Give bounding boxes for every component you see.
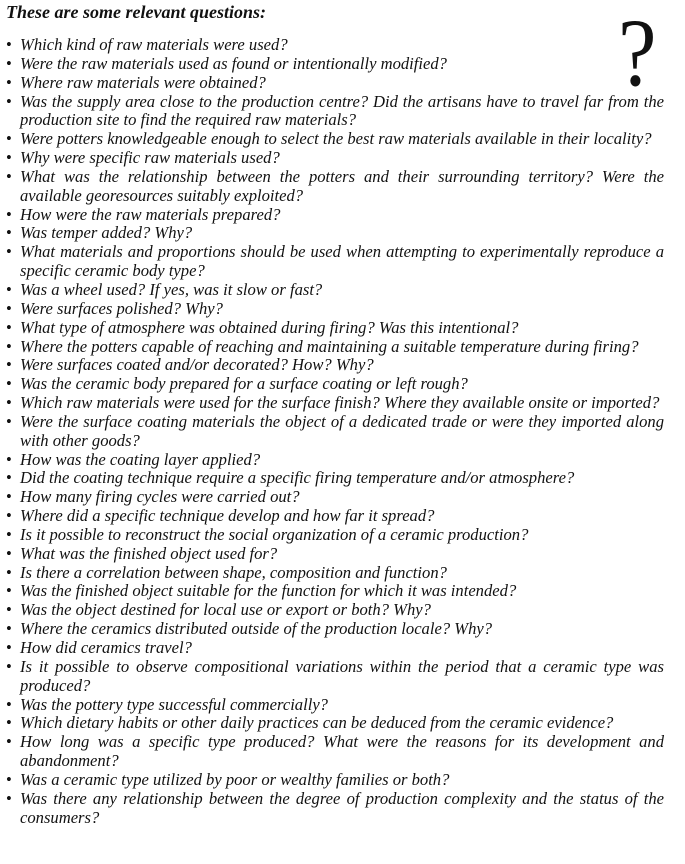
question-text: What type of atmosphere was obtained during firing? Was this intentional? xyxy=(20,317,519,337)
bullet-icon: • xyxy=(6,543,12,563)
question-text: Which raw materials were used for the surface finish? Where they available onsite or imported? xyxy=(20,393,660,413)
question-text: How did ceramics travel? xyxy=(20,638,192,657)
list-item xyxy=(0,149,664,168)
bullet-icon: • xyxy=(6,53,12,73)
list-item xyxy=(0,507,664,526)
list-item xyxy=(0,74,664,93)
question-text: Was the supply area close to the production centre? Did the artisans have to travel far from the production site to find the required raw materials? xyxy=(20,91,664,130)
question-text: Were surfaces coated and/or decorated? How? Why? xyxy=(20,355,374,375)
question-text: Where the ceramics distributed outside of the production locale? Why? xyxy=(20,619,493,639)
question-text: Is it possible to observe compositional variations within the period that a ceramic type was produced? xyxy=(20,656,664,695)
list-item xyxy=(0,413,664,451)
list-item xyxy=(0,526,664,545)
list-item xyxy=(0,375,664,394)
list-item xyxy=(0,488,664,507)
question-text: How were the raw materials prepared? xyxy=(20,204,281,224)
bullet-icon: • xyxy=(6,91,12,111)
bullet-icon: • xyxy=(6,72,12,92)
bullet-icon: • xyxy=(6,638,12,657)
question-text: Is it possible to reconstruct the social organization of a ceramic production? xyxy=(20,524,529,544)
bullet-icon: • xyxy=(6,562,12,582)
bullet-icon: • xyxy=(6,279,12,299)
question-text: How was the coating layer applied? xyxy=(20,449,261,469)
list-item xyxy=(0,771,664,790)
bullet-icon: • xyxy=(6,242,12,262)
bullet-icon: • xyxy=(6,204,12,224)
bullet-icon: • xyxy=(6,619,12,639)
bullet-icon: • xyxy=(6,148,12,168)
list-item xyxy=(0,356,664,375)
question-text: Is there a correlation between shape, composition and function? xyxy=(20,562,447,582)
list-item xyxy=(0,55,664,74)
question-text: Was the object destined for local use or export or both? Why? xyxy=(20,600,431,620)
bullet-icon: • xyxy=(6,788,12,808)
question-mark-graphic: ? xyxy=(618,0,657,106)
question-text: Were surfaces polished? Why? xyxy=(20,298,223,318)
list-item xyxy=(0,639,664,658)
question-text: Was the finished object suitable for the function for which it was intended? xyxy=(20,581,517,601)
list-item xyxy=(0,469,664,488)
bullet-icon: • xyxy=(6,487,12,507)
list-item xyxy=(0,545,664,564)
list-item xyxy=(0,696,664,715)
bullet-icon: • xyxy=(6,449,12,469)
question-text: Where did a specific technique develop and how far it spread? xyxy=(20,506,435,526)
list-item xyxy=(0,168,664,206)
question-text: Was a wheel used? If yes, was it slow or fast? xyxy=(20,279,323,299)
bullet-icon: • xyxy=(6,769,12,789)
bullet-icon: • xyxy=(6,336,12,356)
list-item xyxy=(0,564,664,583)
list-item xyxy=(0,206,664,225)
question-text: Where raw materials were obtained? xyxy=(20,72,266,92)
question-text: Where the potters capable of reaching and maintaining a suitable temperature during firing? xyxy=(20,336,639,356)
question-text: Were the surface coating materials the object of a dedicated trade or were they imported along with other goods? xyxy=(20,411,664,450)
question-text: What materials and proportions should be used when attempting to experimentally reproduce a specific ceramic body type? xyxy=(20,242,664,281)
bullet-icon: • xyxy=(6,506,12,526)
bullet-icon: • xyxy=(6,393,12,413)
question-text: Was there any relationship between the degree of production complexity and the status of the consumers? xyxy=(20,788,664,827)
list-item xyxy=(0,281,664,300)
question-text: Was the ceramic body prepared for a surface coating or left rough? xyxy=(20,374,468,394)
list-item xyxy=(0,36,664,55)
list-item xyxy=(0,130,664,149)
list-item xyxy=(0,790,664,828)
question-text: Were the raw materials used as found or intentionally modified? xyxy=(20,53,447,73)
bullet-icon: • xyxy=(6,656,12,676)
bullet-icon: • xyxy=(6,35,12,54)
list-item xyxy=(0,451,664,470)
list-item xyxy=(0,658,664,696)
question-text: Was temper added? Why? xyxy=(20,223,193,243)
question-list xyxy=(0,36,664,827)
bullet-icon: • xyxy=(6,298,12,318)
list-item xyxy=(0,300,664,319)
bullet-icon: • xyxy=(6,355,12,375)
list-item xyxy=(0,733,664,771)
bullet-icon: • xyxy=(6,524,12,544)
list-item xyxy=(0,394,664,413)
bullet-icon: • xyxy=(6,694,12,714)
list-item xyxy=(0,601,664,620)
question-text: How long was a specific type produced? What were the reasons for its development and abandonment? xyxy=(20,732,664,771)
bullet-icon: • xyxy=(6,374,12,394)
question-text: What was the finished object used for? xyxy=(20,543,278,563)
bullet-icon: • xyxy=(6,581,12,601)
question-text: Were potters knowledgeable enough to select the best raw materials available in their locality? xyxy=(20,129,652,149)
page-title: These are some relevant questions: xyxy=(6,2,266,22)
bullet-icon: • xyxy=(6,317,12,337)
list-item xyxy=(0,620,664,639)
list-item xyxy=(0,243,664,281)
question-text: Which dietary habits or other daily practices can be deduced from the ceramic evidence? xyxy=(20,713,614,733)
list-item xyxy=(0,582,664,601)
bullet-icon: • xyxy=(6,223,12,243)
list-item xyxy=(0,319,664,338)
list-item xyxy=(0,93,664,131)
question-text: How many firing cycles were carried out? xyxy=(20,487,300,507)
question-text: What was the relationship between the potters and their surrounding territory? Were the available georesources suitably exploited? xyxy=(20,166,664,205)
question-text: Why were specific raw materials used? xyxy=(20,148,280,168)
bullet-icon: • xyxy=(6,713,12,733)
bullet-icon: • xyxy=(6,411,12,431)
list-item xyxy=(0,338,664,357)
question-text: Was the pottery type successful commercially? xyxy=(20,694,328,714)
bullet-icon: • xyxy=(6,600,12,620)
bullet-icon: • xyxy=(6,468,12,488)
question-text: Did the coating technique require a specific firing temperature and/or atmosphere? xyxy=(20,468,575,488)
bullet-icon: • xyxy=(6,129,12,149)
question-text: Which kind of raw materials were used? xyxy=(20,35,288,54)
list-item xyxy=(0,714,664,733)
bullet-icon: • xyxy=(6,732,12,752)
question-text: Was a ceramic type utilized by poor or wealthy families or both? xyxy=(20,769,450,789)
list-item xyxy=(0,224,664,243)
bullet-icon: • xyxy=(6,166,12,186)
